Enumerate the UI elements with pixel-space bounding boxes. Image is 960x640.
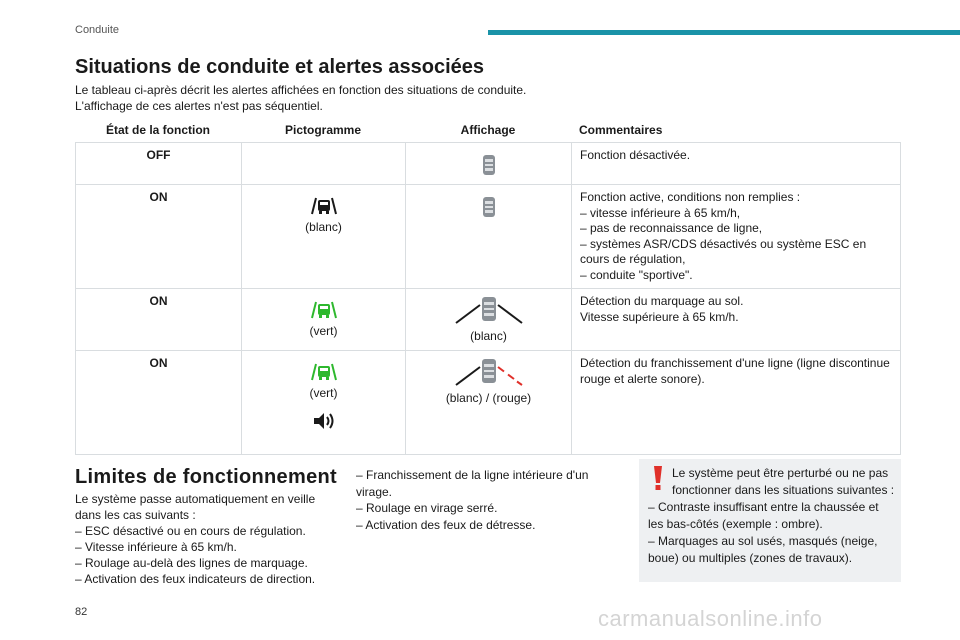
lane-lines-display-icon — [454, 295, 524, 325]
comment-line: Détection du marquage au sol. — [580, 294, 744, 308]
display-cell — [405, 185, 571, 289]
warning-box — [639, 459, 901, 582]
table-header: Pictogramme — [241, 118, 405, 143]
picto-label: (vert) — [309, 386, 338, 400]
table-header: Affichage — [405, 118, 571, 143]
limits-line: – ESC désactivé ou en cours de régulation. — [75, 524, 306, 538]
limits-line: – Activation des feux indicateurs de direction. — [75, 572, 316, 586]
comment-line: – conduite "sportive". — [580, 267, 693, 282]
car-top-icon — [482, 154, 496, 176]
alerts-table — [75, 118, 901, 455]
warning-line: Le système peut être perturbé ou ne pas fonctionner dans les situations suivantes : — [672, 466, 895, 497]
warning-line: – Marquages au sol usés, masqués (neige, boue) ou multiples (zones de travaux). — [648, 534, 878, 565]
display-cell — [405, 143, 571, 185]
comments-cell — [571, 289, 901, 351]
display-cell — [405, 289, 571, 351]
intro-text — [75, 82, 526, 114]
lane-departure-display-icon — [454, 357, 524, 387]
lane-assist-icon — [311, 196, 337, 216]
display-label: (blanc) — [470, 329, 507, 343]
limits-title: Limites de fonctionnement — [75, 466, 337, 488]
limits-line: – Activation des feux de détresse. — [356, 517, 536, 532]
intro-line: L'affichage de ces alertes n'est pas séquentiel. — [75, 99, 323, 113]
picto-cell — [241, 185, 405, 289]
picto-cell — [241, 143, 405, 185]
table-row — [75, 143, 901, 185]
table-row — [75, 289, 901, 351]
picto-cell — [241, 351, 405, 455]
table-header: Commentaires — [571, 118, 901, 143]
lane-assist-icon — [311, 300, 337, 320]
limits-column-2 — [356, 467, 621, 533]
picto-cell — [241, 289, 405, 351]
comments-cell — [571, 143, 901, 185]
limits-line: Le système passe automatiquement en veille dans les cas suivants : — [75, 492, 316, 522]
picto-label: (blanc) — [305, 220, 342, 234]
page-number: 82 — [75, 606, 88, 618]
comment-line: Fonction active, conditions non remplies : — [580, 190, 801, 204]
speaker-icon — [312, 412, 336, 430]
comment-line: Détection du franchissement d'une ligne (ligne discontinue rouge et alerte sonore). — [580, 356, 890, 386]
comment-line: Vitesse supérieure à 65 km/h. — [580, 309, 739, 324]
display-label: (blanc) / (rouge) — [445, 391, 532, 405]
display-cell — [405, 351, 571, 455]
picto-label: (vert) — [309, 324, 338, 338]
state-cell: ON — [75, 351, 241, 455]
limits-column-1 — [75, 491, 340, 587]
table-row — [75, 351, 901, 455]
warning-line: – Contraste insuffisant entre la chaussée et les bas-côtés (exemple : ombre). — [648, 500, 879, 531]
state-cell: ON — [75, 289, 241, 351]
car-top-icon — [482, 196, 496, 218]
header-section: Conduite — [75, 24, 120, 36]
watermark: carmanualsonline.info — [598, 606, 823, 631]
comments-cell — [571, 185, 901, 289]
comment-line: – vitesse inférieure à 65 km/h, — [580, 205, 741, 220]
lane-assist-icon — [311, 362, 337, 382]
comments-cell — [571, 351, 901, 455]
table-header-row — [75, 118, 901, 143]
limits-line: – Vitesse inférieure à 65 km/h. — [75, 540, 237, 554]
state-cell: ON — [75, 185, 241, 289]
page-title: Situations de conduite et alertes associées — [75, 56, 485, 78]
comment-line: Fonction désactivée. — [580, 148, 691, 162]
table-header: État de la fonction — [75, 118, 241, 143]
table-row — [75, 185, 901, 289]
header-accent-bar — [488, 30, 960, 35]
comment-line: – pas de reconnaissance de ligne, — [580, 221, 763, 235]
limits-line: – Franchissement de la ligne intérieure d'un virage. — [356, 468, 589, 499]
limits-line: – Roulage au-delà des lignes de marquage. — [75, 556, 308, 570]
comment-line: – systèmes ASR/CDS désactivés ou système ESC en cours de régulation, — [580, 236, 867, 266]
state-cell: OFF — [75, 143, 241, 185]
limits-line: – Roulage en virage serré. — [356, 501, 498, 515]
intro-line: Le tableau ci-après décrit les alertes affichées en fonction des situations de conduite. — [75, 83, 527, 97]
warning-text — [648, 465, 896, 567]
